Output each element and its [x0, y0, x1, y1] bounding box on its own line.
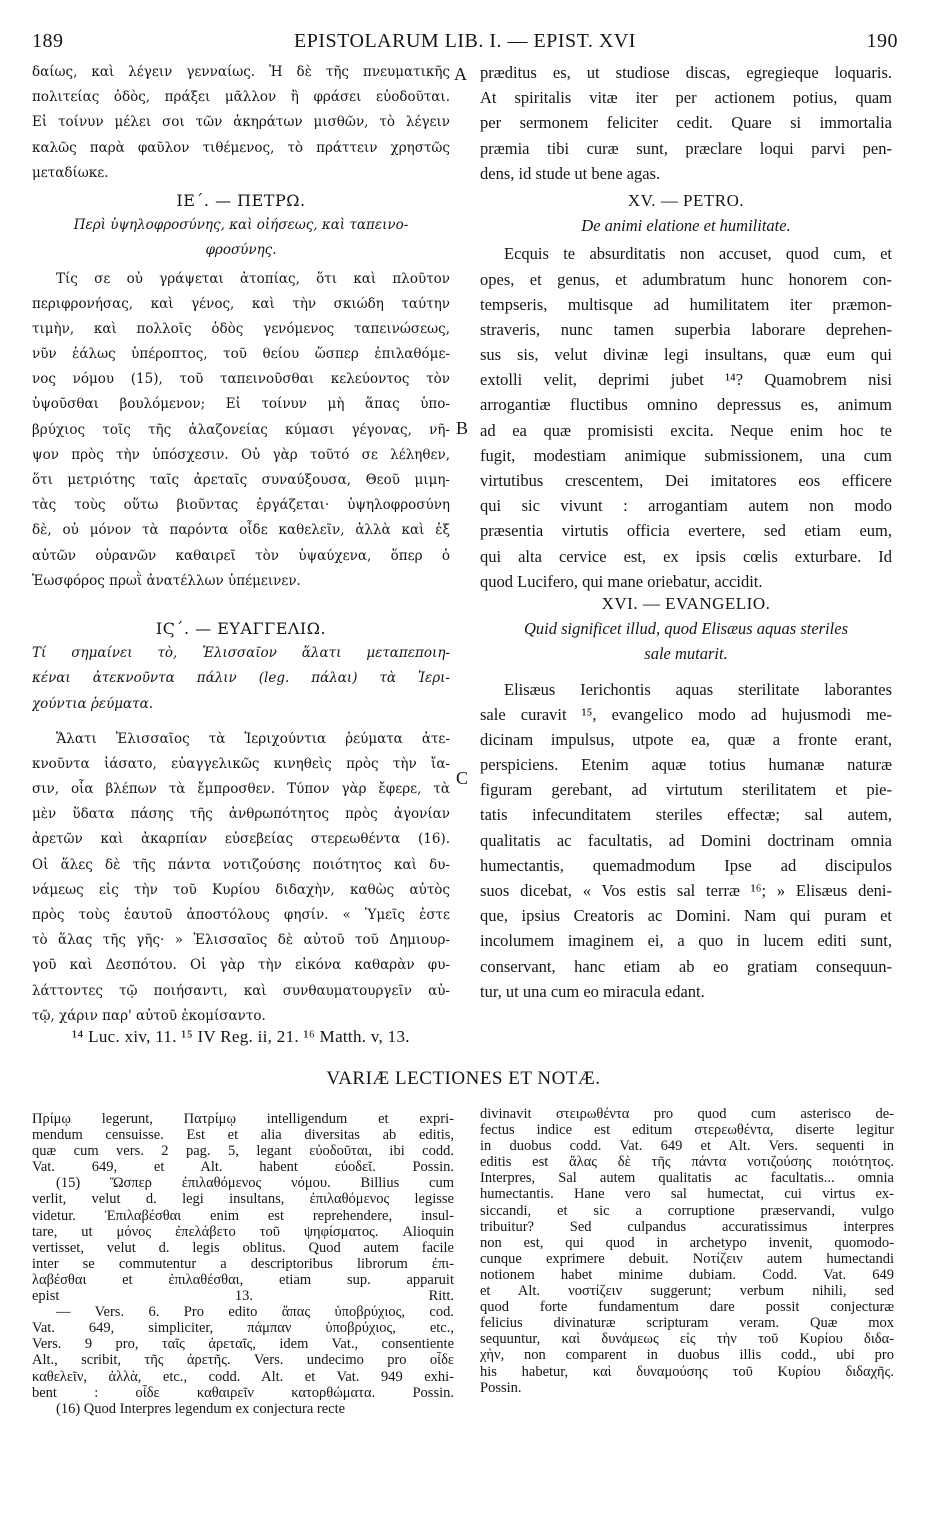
text-line: figuram gerebant, ad virtutum sterilitatem et pie- — [480, 780, 892, 800]
note-line: notionem habet minime dubiam. Codd. Vat. 649 — [480, 1266, 894, 1283]
note-line: his habetur, καὶ δυναμούσης τοῦ Κυρίου διδαχῆς. — [480, 1363, 894, 1380]
text-line: dicinam impulsus, utpote ea, quæ a fronte erant, — [480, 729, 892, 749]
latin-epistle-15-subtitle: De animi elatione et humilitate. — [581, 216, 791, 236]
text-line: sus sis, velut divinæ legi insultans, quæ eum qui — [480, 345, 892, 365]
note-line: bent : οἶδε καθαιρεῖν κατορθώματα. Possin. — [32, 1384, 454, 1401]
subtitle-line: Τί σημαίνει τὸ, Ἐλισσαῖον ἅλατι μεταπεποιη- — [32, 645, 450, 662]
greek-epistle-16-title: ΙϚ΄. — ΕΥΑΓΓΕΛΙΩ. — [155, 618, 327, 638]
margin-letter-a: A — [454, 64, 467, 84]
subtitle-line: κέναι ἀτεκνοῦντα πάλιν (leg. πάλαι) τὰ Ἱερι- — [32, 670, 450, 687]
note-line: humectantis. Hane vero sal humectat, cui virtus ex- — [480, 1186, 894, 1203]
text-line: κνοῦντα ἰάσατο, εὐαγγελικῶς κινηθεὶς πρὸς τὴν ἴα- — [32, 755, 450, 772]
note-line: felicius divinaturæ scripturam veram. Quæ mox — [480, 1315, 894, 1332]
text-line: μὲν ὕδατα πάσης τῆς ἀνθρωπότητος πρὸς ἀγονίαν — [32, 806, 450, 823]
text-line: τὸ ἅλας τῆς γῆς· » Ἐλισσαῖος δὲ αὐτοῦ τοῦ Δημιουρ- — [32, 932, 450, 949]
greek-epistle-15-body — [32, 267, 450, 594]
greek-intro — [32, 60, 450, 186]
text-line: præsentia virtutis officia evertere, sed etiam eum, — [480, 521, 892, 541]
text-line: fugit, modestiam animique submissionem, una cum — [480, 445, 892, 465]
text-line: qualitatis ac facultatis, ad Domini doctrinam omnia — [480, 830, 892, 850]
note-line: tare, ut μόνος ἐπελάβετο τοῦ ψηφίσματος. Alioquin — [32, 1223, 454, 1240]
note-line: inter se commutentur a descriptoribus librorum ἐπι- — [32, 1255, 454, 1272]
text-line: τῷ, χάριν παρ' αὐτοῦ ἐκομίσαντο. — [32, 1007, 266, 1024]
note-line: — Vers. 6. Pro edito ἅπας ὑποβρύχιος, cod. — [56, 1304, 454, 1321]
text-line: qui alta cervice est, ex ipsis cœlis exturbare. Id — [480, 546, 892, 566]
note-line: Vers. 9 pro, ταῖς ἀρεταῖς, idem Vat., consentiente — [32, 1336, 454, 1353]
text-line: πρὸς τοὺς ἑαυτοῦ ἀποστόλους φησίν. « Ὑμεῖς ἐστε — [32, 907, 450, 923]
note-line: Vat. 649, et Alt. habent εὐοδεῖ. Possin. — [32, 1159, 454, 1176]
text-line: opes, et genus, et adumbratum hunc honorem con- — [480, 269, 892, 289]
text-line: τὰς τοὺς οὕτω βιοῦντας ἐργάζεται· ὑψηλοφροσύνη — [32, 497, 450, 514]
note-line: editis est ἅλας δὲ τῆς πάντα νοτιζούσης ποιότητος. — [480, 1154, 894, 1171]
note-line: quæ cum vers. 2 pag. 5, legant εὐοδοῦται, ibi codd. — [32, 1143, 454, 1160]
text-line: μεταδίωκε. — [32, 164, 109, 181]
subtitle-line: sale mutarit. — [644, 644, 728, 664]
text-line: incolumem imaginem ei, a quo in lucem editi sunt, — [480, 931, 892, 951]
note-line: cunque exprimere debuit. Νοτίζειν autem humectandi — [480, 1250, 894, 1267]
running-header — [32, 30, 898, 54]
note-line: videtur. Ἐπιλαβέσθαι enim est reprehendere, insul- — [32, 1207, 454, 1224]
subtitle-line: Quid significet illud, quod Elisæus aquas steriles — [523, 619, 849, 639]
greek-epistle-16-subtitle — [32, 641, 450, 717]
latin-epistle-16-title: XVI. — EVANGELIO. — [601, 593, 771, 613]
text-line: Ecquis te absurditatis non accuset, quod cum, et — [504, 244, 892, 264]
text-line: ἀρετῶν καὶ ἀκαρπίαν εὐσεβείας στερεωθέντα (16). — [32, 831, 450, 848]
text-line: præditus es, ut studiose discas, egregieque loquaris. — [480, 63, 892, 82]
text-line: perspiciens. Etenim aquæ totius humanæ naturæ — [480, 755, 892, 775]
text-line: περιφρονήσας, καὶ γένος, καὶ τὴν σκιώδη ταύτην — [32, 295, 450, 312]
text-line: Τίς σε οὐ γράψεται ἀτοπίας, ὅτι καὶ πλοῦτον — [56, 270, 450, 287]
note-line: Πρίμῳ legerunt, Πατρίμῳ intelligendum et expri- — [32, 1111, 454, 1127]
subtitle-line: φροσύνης. — [205, 242, 277, 259]
latin-epistle-16-subtitle — [480, 616, 892, 666]
text-line: dens, id stude ut bene agas. — [480, 163, 661, 183]
greek-epistle-15-title: ΙΕ΄. — ΠΕΤΡΩ. — [176, 190, 306, 210]
text-line: tempseris, multisque ad humilitatem iter præmon- — [480, 294, 892, 314]
text-line: δαίως, καὶ λέγειν γενναίως. Ἡ δὲ τῆς πνευματικῆς — [32, 64, 450, 80]
text-line: virtutibus crescentem, Dei imitatores eos efficere — [480, 471, 892, 490]
text-line: πολιτείας ὁδὸς, πράξει μᾶλλον ἢ φράσει εὐοδοῦται. — [32, 89, 450, 106]
text-line: per sermonem feliciter cedit. Quare si immortalia — [480, 113, 892, 133]
note-line: vertisset, velut d. legis oblitus. Quod autem facile — [32, 1239, 454, 1256]
notes-left-column — [32, 1111, 454, 1417]
latin-epistle-15-title: XV. — PETRO. — [627, 190, 745, 210]
text-line: καλῶς παρὰ φαῦλον τιθέμενος, τὸ πράττειν χρηστῶς — [32, 139, 450, 156]
variae-lectiones-heading: VARIÆ LECTIONES ET NOTÆ. — [326, 1068, 601, 1089]
latin-column — [480, 60, 892, 1004]
note-line: epist 13. Ritt. — [32, 1288, 454, 1305]
note-line: Interpres, Sal autem qualitatis ac facultatis... omnia — [480, 1170, 894, 1187]
text-line: extolli velit, deprimi jubet ¹⁴? Quamobrem nisi — [480, 370, 892, 390]
note-line: λαβέσθαι et ἐπιλαθέσθαι, etiam sup. apparuit — [32, 1271, 454, 1288]
text-line: ὑψοῦσθαι βουλόμενον; Εἰ τοίνυν μὴ ἅπας ὑπο- — [32, 396, 450, 413]
text-line: sale curavit ¹⁵, evangelico modo ad hujusmodi me- — [480, 704, 892, 724]
page-number-left: 189 — [32, 30, 64, 52]
note-line: verlit, velut d. legi insultans, ἐπιλαθόμενος legisse — [32, 1191, 454, 1208]
text-line: Οἱ ἅλες δὲ τῆς πάντα νοτιζούσης ποιότητος καὶ δυ- — [32, 856, 450, 873]
notes-right-column — [480, 1106, 894, 1396]
note-line: et Alt. νοστίζειν suggerunt; verbum nihili, sed — [480, 1283, 894, 1300]
text-line: ὅτι μετριότης ταῖς ἀρεταῖς συναύξουσα, Θεοῦ μιμη- — [32, 472, 450, 488]
text-line: νάμεως εἰς τὴν τοῦ Κυρίου διδαχὴν, καθὼς αὐτὸς — [32, 881, 450, 898]
greek-epistle-15-subtitle — [32, 213, 450, 263]
text-line: suos dicebat, « Vos estis sal terræ ¹⁶; » Elisæus deni- — [480, 881, 892, 900]
note-line: quod forte fundamentum dare possit conjecturæ — [480, 1299, 894, 1316]
text-line: δὲ, οὐ μόνον τὰ παρόντα οἶδε καθελεῖν, ἀλλὰ καὶ ἐξ — [32, 522, 450, 539]
latin-epistle-16-body — [480, 677, 892, 1004]
text-line: Ἑωσφόρος πρωῒ ἀνατέλλων ὑπέμεινεν. — [32, 572, 301, 589]
text-line: tur, ut una cum eo miracula edant. — [480, 981, 705, 1001]
note-line: (15) Ὥσπερ ἐπιλαθόμενος νόμου. Billius cum — [56, 1175, 454, 1192]
page-number-right: 190 — [866, 30, 898, 52]
text-line: γοῦ καὶ Δεσπότου. Οἱ γὰρ τὴν εἰκόνα καθαρὰν φυ- — [32, 957, 450, 974]
text-line: βρύχιος τοῖς τῆς ἀλαζονείας κύμασι γέγονας, νῆ- — [32, 421, 450, 438]
note-line: in duobus codd. Vat. 649 et Alt. Vers. sequenti in — [480, 1138, 894, 1155]
text-line: quod Lucifero, qui mane oriebatur, accidit. — [480, 571, 763, 591]
text-line: ad ea quæ promisisti excita. Neque enim hoc te — [480, 420, 892, 440]
text-line: Elisæus Ierichontis aquas sterilitate laborantes — [504, 679, 892, 699]
footnotes: ¹⁴ Luc. xiv, 11. ¹⁵ IV Reg. ii, 21. ¹⁶ Matth. v, 13. — [72, 1027, 410, 1046]
note-line: Vat. 649, simpliciter, πάμπαν ὑποβρύχιος, etc., — [32, 1320, 454, 1337]
greek-epistle-16-body — [32, 727, 450, 1029]
note-line: Alt., scribit, τῆς ἀρετῆς. Vers. undecimo pro οἶδε — [32, 1352, 454, 1369]
text-line: conservant, hanc etiam ab eo gratiam consequun- — [480, 956, 892, 976]
margin-letter-c: C — [456, 768, 469, 788]
text-line: qui sic vivunt : arrogantiam autem non modo — [480, 496, 892, 516]
note-line: non est, qui quod in archetypo invenit, quomodo- — [480, 1234, 894, 1251]
note-line: divinavit στειρωθέντα pro quod cum asterisco de- — [480, 1106, 894, 1122]
text-line: νῦν ἑάλως ὑπέροπτος, τοῦ θείου ὥσπερ ἐπιλαθόμε- — [32, 346, 450, 363]
latin-epistle-15-body — [480, 241, 892, 594]
note-line: siccandi, et sic a corruptione præservandi, vulgo — [480, 1202, 894, 1219]
text-line: arrogantiæ fluctibus omnino depressus es, animum — [480, 395, 892, 415]
text-line: Εἰ τοίνυν μέλει σοι τῶν ἀκηράτων μισθῶν, τὸ λέγειν — [32, 114, 450, 131]
note-line: Possin. — [480, 1379, 522, 1396]
text-line: λάττοντες τῷ ποιήσαντι, καὶ συνθαυματουργεῖν αὐ- — [32, 982, 450, 999]
note-line: χὴν, non comparent in duobus illis codd., ubi pro — [480, 1347, 894, 1364]
text-line: humectantis, quemadmodum Ipse ad discipulos — [480, 855, 892, 875]
text-line: σιν, οἷα βλέπων τὰ ἔμπροσθεν. Τύπον γὰρ ἔφερε, τὰ — [32, 781, 450, 798]
note-line: καθελεῖν, ἀλλὰ, etc., codd. Alt. et Vat. 949 exhi- — [32, 1368, 454, 1385]
text-line: straveris, nunc tamen superbia laborare deprehen- — [480, 319, 892, 339]
text-line: ψον πρὸς τὴν ὑπόσχεσιν. Οὐ γὰρ τοῦτό σε λέληθεν, — [32, 446, 450, 463]
note-line: sequuntur, καὶ δυνάμεως εἰς τὴν τοῦ Κυρίου διδα- — [480, 1331, 894, 1348]
text-line: Ἅλατι Ἐλισσαῖος τὰ Ἱεριχούντια ῥεύματα ἀτε- — [56, 730, 450, 747]
text-line: τιμὴν, καὶ πολλοῖς ὁδὸς γενόμενος ταπεινώσεως, — [32, 320, 450, 337]
subtitle-line: χούντια ῥεύματα. — [32, 695, 154, 712]
greek-column — [32, 60, 450, 1029]
text-line: νος νόμου (15), τοῦ ταπεινοῦσθαι κελεύοντος τὸν — [32, 371, 450, 388]
text-line: que, ipsius Creatoris ac Domini. Nam qui puram et — [480, 906, 892, 926]
margin-letter-b: B — [456, 418, 469, 438]
text-line: præmia tibi curæ sunt, præclare loqui parvi pen- — [480, 138, 892, 158]
text-line: At spiritalis vitæ iter per actionem potius, quam — [480, 88, 892, 108]
note-line: mendum censuisse. Est et alia diversitas ab editis, — [32, 1127, 454, 1144]
text-line: αὐτῶν οὐρανῶν καθαιρεῖ τὸν ὑψαύχενα, ὅπερ ὁ — [32, 547, 450, 564]
note-line: tribuitur? Sed culpandus accuratissimus interpres — [480, 1218, 894, 1235]
note-line: (16) Quod Interpres legendum ex conjectura recte — [56, 1400, 346, 1417]
text-line: tatis infecunditatem steriles effectæ; sal autem, — [480, 805, 892, 825]
running-title: EPISTOLARUM LIB. I. — EPIST. XVI — [294, 30, 636, 52]
latin-intro — [480, 60, 892, 186]
subtitle-line: Περὶ ὑψηλοφροσύνης, καὶ οἰήσεως, καὶ ταπεινο- — [73, 217, 409, 234]
note-line: fectus indice est editum στερεωθέντα, diserte legitur — [480, 1122, 894, 1139]
